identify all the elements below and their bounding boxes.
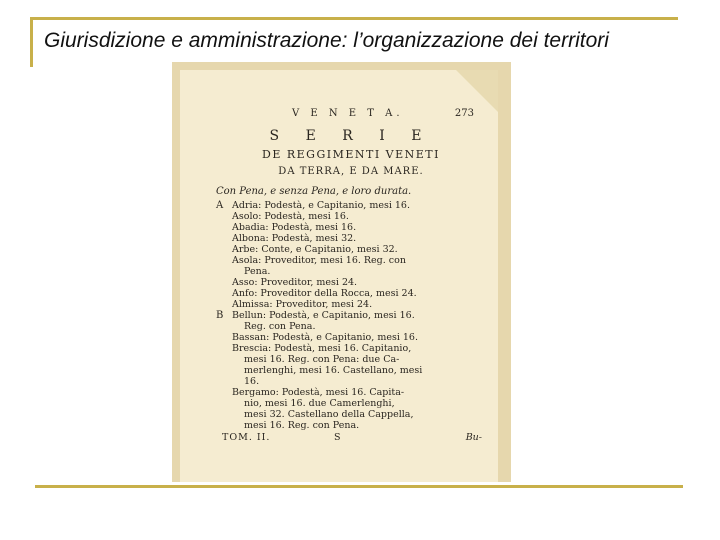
list-item <box>216 310 486 332</box>
book-page-scan <box>172 62 511 482</box>
running-head-title: V E N E T A. <box>292 108 404 119</box>
entry-line: Asso: Proveditor, mesi 24. <box>232 277 358 288</box>
list-item <box>216 277 486 288</box>
entry-line: mesi 32. Castellano della Cappella, <box>244 409 414 420</box>
footer-catchword: Bu- <box>465 432 482 443</box>
heading-terra-mare: DA TERRA, E DA MARE. <box>278 166 424 177</box>
heading-reggimenti: DE REGGIMENTI VENETI <box>262 148 440 161</box>
entry-line: Abadia: Podestà, mesi 16. <box>232 222 357 233</box>
entry-line: nio, mesi 16. due Camerlenghi, <box>244 398 395 409</box>
heading-serie: S E R I E <box>269 128 433 144</box>
running-head <box>216 108 486 124</box>
frame-bottom-line <box>35 485 683 488</box>
entry-section-letter: B <box>216 310 224 321</box>
list-item <box>216 387 486 431</box>
page-footer <box>216 432 486 444</box>
list-item <box>216 288 486 299</box>
entry-line: Bergamo: Podestà, mesi 16. Capita- <box>232 387 405 398</box>
entry-line: merlenghi, mesi 16. Castellano, mesi <box>244 365 423 376</box>
entry-line: mesi 16. Reg. con Pena. <box>244 420 360 431</box>
entry-line: Brescia: Podestà, mesi 16. Capitanio, <box>232 343 412 354</box>
page-fold-corner <box>456 70 498 112</box>
entry-line: Arbe: Conte, e Capitanio, mesi 32. <box>232 244 398 255</box>
list-item <box>216 343 486 387</box>
frame-left-line <box>30 17 33 67</box>
frame-top-line <box>30 17 678 20</box>
entry-line: mesi 16. Reg. con Pena: due Ca- <box>244 354 400 365</box>
entry-line: Adria: Podestà, e Capitanio, mesi 16. <box>232 200 410 211</box>
list-item <box>216 233 486 244</box>
list-item <box>216 244 486 255</box>
footer-volume: TOM. II. <box>222 432 271 443</box>
list-item <box>216 211 486 222</box>
entry-line: Anfo: Proveditor della Rocca, mesi 24. <box>232 288 417 299</box>
subheading: Con Pena, e senza Pena, e loro durata. <box>216 186 412 197</box>
entry-line: Reg. con Pena. <box>244 321 316 332</box>
entry-line: Asolo: Podestà, mesi 16. <box>232 211 349 222</box>
list-item <box>216 200 486 211</box>
entry-section-letter: A <box>216 200 224 211</box>
list-item <box>216 332 486 343</box>
book-page <box>180 70 498 482</box>
entry-line: Bassan: Podestà, e Capitanio, mesi 16. <box>232 332 418 343</box>
page-number: 273 <box>454 108 474 119</box>
entry-list <box>216 200 486 431</box>
entry-line: Bellun: Podestà, e Capitanio, mesi 16. <box>232 310 415 321</box>
list-item <box>216 222 486 233</box>
footer-signature: S <box>334 432 341 443</box>
slide-title: Giurisdizione e amministrazione: l’organizzazione dei territori <box>44 29 609 52</box>
book-text <box>216 108 486 444</box>
entry-line: Asola: Proveditor, mesi 16. Reg. con <box>232 255 406 266</box>
entry-line: Pena. <box>244 266 271 277</box>
entry-line: Almissa: Proveditor, mesi 24. <box>232 299 373 310</box>
list-item <box>216 255 486 277</box>
entry-line: Albona: Podestà, mesi 32. <box>232 233 357 244</box>
entry-line: 16. <box>244 376 260 387</box>
list-item <box>216 299 486 310</box>
